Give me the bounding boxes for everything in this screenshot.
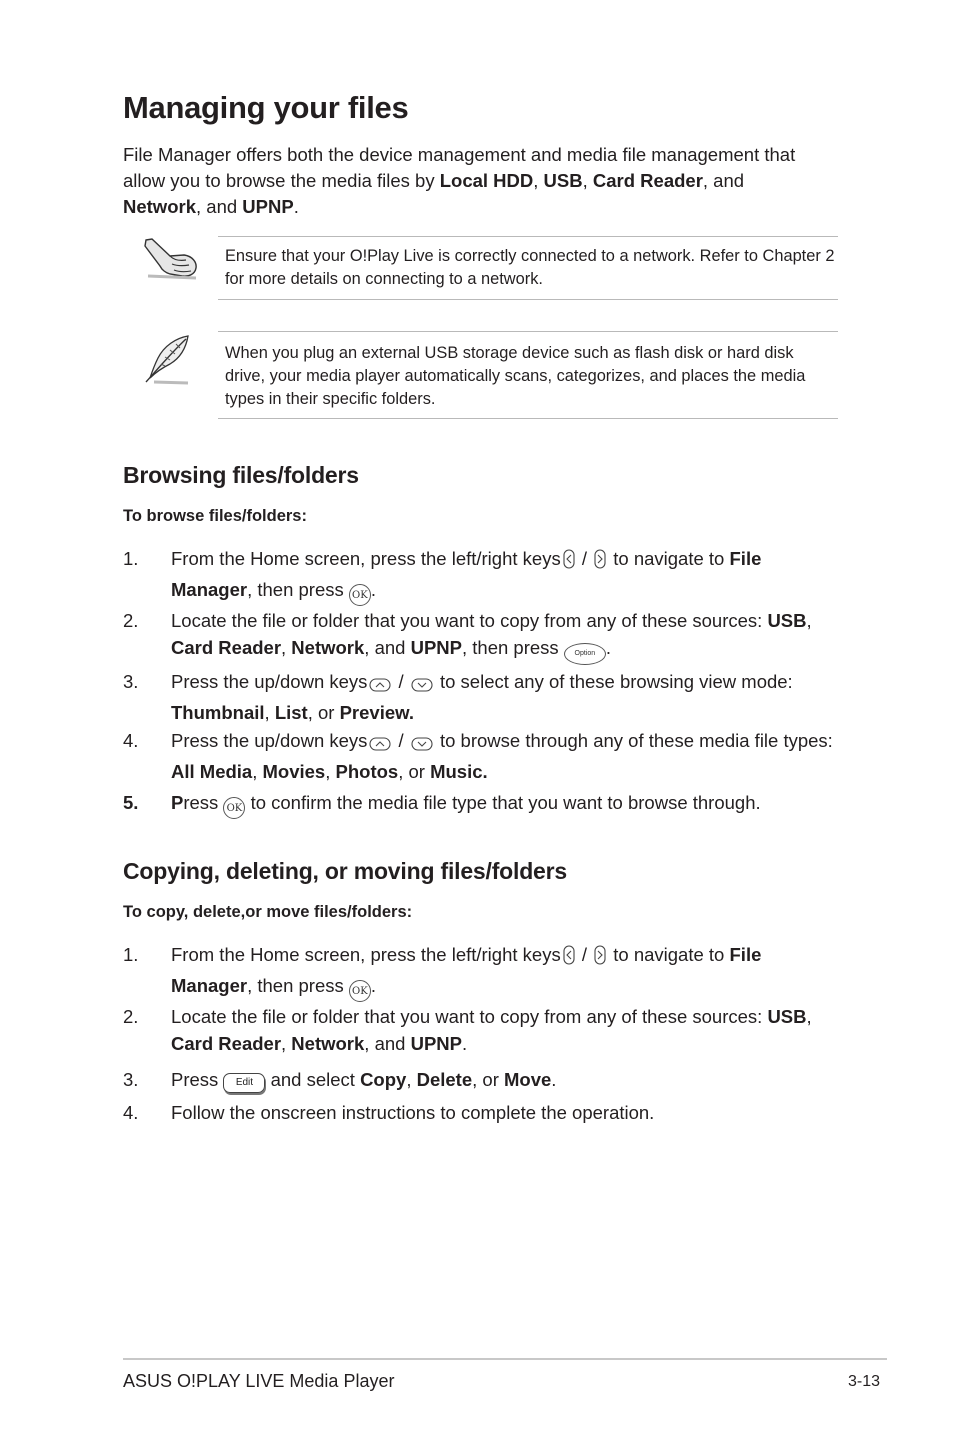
option-button-icon: Option <box>564 643 606 665</box>
down-key-icon <box>411 731 433 758</box>
right-key-icon <box>594 945 606 972</box>
ok-button-icon: OK <box>349 980 371 1002</box>
note-usb: When you plug an external USB storage device such as flash disk or hard disk drive, your media player automatically scans, categorizes, and places the media types in their specific folders. <box>218 331 838 419</box>
up-key-icon <box>369 731 391 758</box>
subheading-browse: To browse files/folders: <box>123 507 307 525</box>
footer-product-name: ASUS O!PLAY LIVE Media Player <box>123 1371 395 1391</box>
quill-pen-icon <box>140 332 196 391</box>
note-network: Ensure that your O!Play Live is correctly connected to a network. Refer to Chapter 2 for more details on connecting to a network. <box>218 236 838 300</box>
down-key-icon <box>411 672 433 699</box>
section-heading-copying: Copying, deleting, or moving files/folders <box>123 858 567 884</box>
pointing-hand-icon <box>140 236 202 285</box>
ok-button-icon: OK <box>349 584 371 606</box>
page-title: Managing your files <box>123 90 409 125</box>
left-key-icon <box>563 945 575 972</box>
ok-button-icon: OK <box>223 797 245 819</box>
subheading-copy: To copy, delete,or move files/folders: <box>123 903 413 921</box>
up-key-icon <box>369 672 391 699</box>
right-key-icon <box>594 549 606 576</box>
left-key-icon <box>563 549 575 576</box>
intro-paragraph: File Manager offers both the device management and media file management that allow you to browse the media files by Local HDD, USB, Card Reader, and Network, and UPNP. <box>123 144 796 217</box>
section-heading-browsing: Browsing files/folders <box>123 462 359 488</box>
edit-button-icon: Edit <box>223 1073 265 1093</box>
footer-divider <box>123 1358 887 1360</box>
page-number: 3-13 <box>848 1373 881 1390</box>
